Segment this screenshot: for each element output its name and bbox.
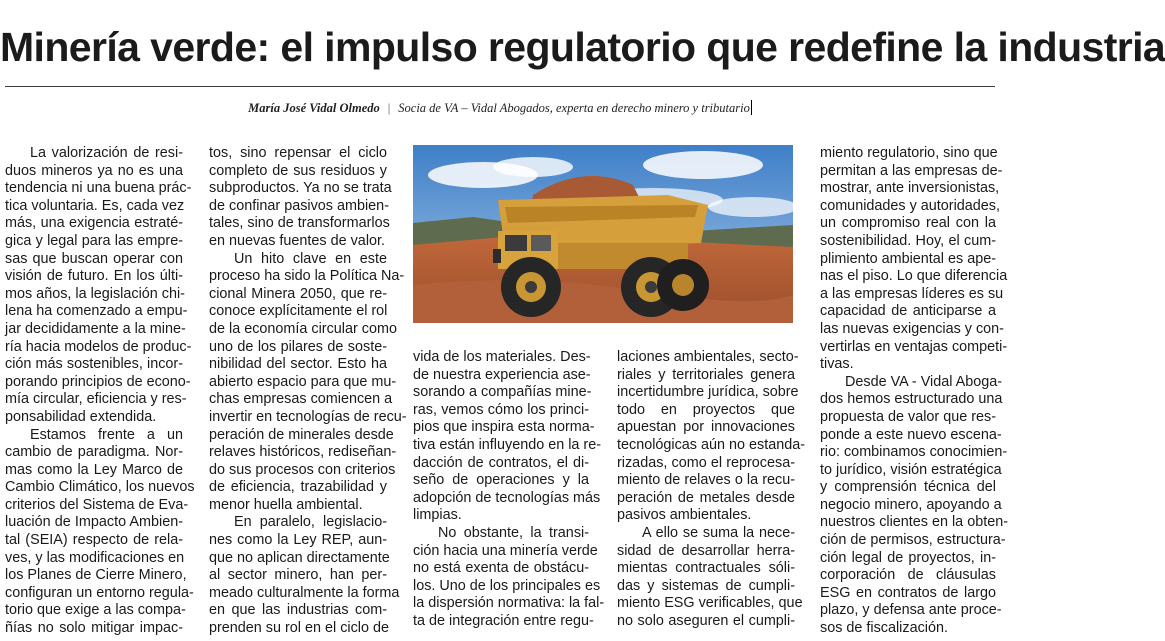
text-line: pios que inspira esta norma- (413, 419, 595, 436)
text-line: ción hacia una minería verde (413, 542, 598, 559)
text-line: los Planes de Cierre Minero, (5, 567, 187, 584)
text-line: Estamos frente a un (30, 426, 183, 443)
haul-truck-illustration (413, 145, 793, 323)
text-line: conoce explícitamente el rol (209, 303, 388, 320)
text-line: miento de relaves o la recu- (617, 472, 795, 489)
text-line: la dispersión normativa: la fal- (413, 595, 605, 612)
text-line: configuran un entorno regula- (5, 584, 194, 601)
text-line: un compromiso real con la (820, 215, 996, 232)
text-line: miento regulatorio, sino que (820, 145, 998, 161)
text-line: subproductos. Ya no se trata (209, 180, 392, 197)
article-column-5 (820, 145, 1008, 638)
text-line: porando principios de econo- (5, 373, 191, 390)
text-line: ría hacia modelos de produc- (5, 338, 192, 355)
text-line: nes como la Ley REP, aun- (209, 532, 387, 549)
text-line: tendencia ni una buena prác- (5, 180, 192, 197)
text-line: proceso ha sido la Política Na- (209, 268, 405, 285)
text-line: invertir en tecnologías de recu- (209, 408, 407, 425)
text-line: rio: combinamos conocimien- (820, 444, 1008, 461)
text-line: ción legal de proyectos, in- (820, 549, 996, 566)
text-line: sidad de desarrollar herra- (617, 542, 795, 559)
text-line: adopción de tecnologías más (413, 489, 601, 506)
text-line: dos hemos estructurado una (820, 391, 1003, 408)
text-line: completo de sus residuos y (209, 162, 387, 179)
text-line: tos, sino repensar el ciclo (209, 145, 387, 161)
text-line: los. Uno de los principales es (413, 577, 601, 594)
text-line: plimiento ambiental es ape- (820, 250, 996, 267)
text-line: La valorización de resi- (30, 145, 183, 161)
text-line: sorando a compañías mine- (413, 384, 592, 401)
text-line: abierto espacio para que mu- (209, 373, 397, 390)
text-line: al sector minero, han per- (209, 567, 387, 584)
text-line: jar decididamente a la mine- (5, 320, 186, 337)
text-line: no está exenta de obstácu- (413, 560, 589, 577)
text-line: corporación de cláusulas (820, 567, 996, 584)
text-line: das y sistemas de cumpli- (617, 577, 795, 594)
article-column-3 (413, 349, 605, 631)
text-line: tivas. (820, 356, 854, 373)
text-line: vida de los materiales. Des- (413, 349, 591, 365)
text-line: duos mineros ya no es una (5, 162, 183, 179)
text-line: a las empresas líderes es su (820, 285, 1004, 302)
text-line: Un hito clave en este (234, 250, 387, 267)
text-line: prenden su rol en el ciclo de (209, 620, 389, 637)
text-line: en que las industrias com- (209, 602, 387, 619)
text-line: todo en proyectos que (617, 401, 795, 418)
text-line: limpias. (413, 507, 462, 524)
text-line: to jurídico, visión estratégica (820, 461, 1002, 478)
text-line: de confinar pasivos ambien- (209, 197, 389, 214)
byline (0, 100, 1000, 116)
text-line: No obstante, la transi- (438, 524, 589, 541)
text-line: uno de los pilares de soste- (209, 338, 387, 355)
text-line: visión de futuro. En los últi- (5, 268, 183, 285)
text-line: negocio minero, apoyando a (820, 496, 1002, 513)
text-line: do sus procesos con criterios (209, 461, 396, 478)
text-line: En paralelo, legislacio- (234, 514, 387, 531)
text-line: tica voluntaria. Es, cada vez (5, 197, 185, 214)
article-column-2 (209, 145, 407, 638)
text-line: sostenibilidad. Hoy, el cum- (820, 232, 996, 249)
text-line: torio que exige a las compa- (5, 602, 186, 619)
text-line: ras, vemos cómo los princi- (413, 401, 589, 418)
article-headline: Minería verde: el impulso regulatorio que redefine la industria (0, 24, 1165, 70)
text-line: plazo, y defensa ante proce- (820, 602, 1002, 619)
text-line: peración de minerales desde (209, 426, 394, 443)
text-line: tal (SEIA) respecto de rela- (5, 532, 183, 549)
text-line: ves, y las modificaciones en (5, 549, 185, 566)
text-line: de nuestra experiencia ase- (413, 366, 591, 383)
text-line: de eficiencia, trazabilidad y (209, 479, 387, 496)
text-line: meado culturalmente la forma (209, 584, 400, 601)
text-line: tiva están influyendo en la re- (413, 436, 601, 453)
text-line: no solo aseguren el cumpli- (617, 612, 795, 629)
text-line: lena ha comenzado a empu- (5, 303, 188, 320)
text-line: relaves históricos, rediseñan- (209, 444, 397, 461)
text-line: laciones ambientales, secto- (617, 349, 799, 365)
author-name: María José Vidal Olmedo (248, 101, 380, 115)
text-line: mostrar, ante inversionistas, (820, 180, 1000, 197)
headline-divider (5, 86, 995, 87)
text-line: Cambio Climático, los nuevos (5, 479, 195, 496)
text-line: más, una exigencia estraté- (5, 215, 183, 232)
byline-separator: | (387, 101, 391, 115)
text-line: de la economía circular como (209, 320, 397, 337)
text-line: comunidades y autoridades, (820, 197, 1000, 214)
article-column-4 (617, 349, 806, 631)
text-line: mientas contractuales sóli- (617, 560, 795, 577)
text-line: sas que buscan operar con (5, 250, 183, 267)
text-line: mas como la Ley Marco de (5, 461, 183, 478)
text-line: mía circular, eficiencia y res- (5, 391, 187, 408)
text-line: ponsabilidad extendida. (5, 408, 157, 425)
text-line: capacidad de anticiparse a (820, 303, 996, 320)
text-line: ción de permisos, estructura- (820, 532, 1006, 549)
text-line: cional Minera 2050, que re- (209, 285, 387, 302)
text-line: tecnológicas aún no estanda- (617, 436, 806, 453)
text-line: dacción de contratos, el di- (413, 454, 589, 471)
text-line: A ello se suma la nece- (642, 524, 795, 541)
text-line: criterios del Sistema de Eva- (5, 496, 189, 513)
text-line: seño de operaciones y la (413, 472, 589, 489)
text-line: nibilidad del sector. Esto ha (209, 356, 387, 373)
text-line: y comprensión técnica del (820, 479, 996, 496)
text-line: riales y territoriales genera (617, 366, 795, 383)
author-role: Socia de VA – Vidal Abogados, experta en derecho minero y tributario (398, 101, 750, 115)
haul-truck-photo (413, 145, 793, 323)
text-line: rizadas, como el reprocesa- (617, 454, 795, 471)
text-line: vertirlas en ventajas competi- (820, 338, 1008, 355)
text-line: nuestros clientes en la obten- (820, 514, 1008, 531)
text-line: tales, sino de transformarlos (209, 215, 390, 232)
text-line: Desde VA - Vidal Aboga- (845, 373, 1003, 390)
text-cursor (751, 100, 752, 115)
text-line: ta de integración entre regu- (413, 612, 594, 629)
text-line: chas empresas comiencen a (209, 391, 393, 408)
text-line: ñías no solo mitigar impac- (5, 620, 183, 637)
text-line: luación de Impacto Ambien- (5, 514, 183, 531)
text-line: apuestan por innovaciones (617, 419, 795, 436)
text-line: sos de fiscalización. (820, 620, 948, 637)
text-line: cambio de paradigma. Nor- (5, 444, 183, 461)
text-line: pasivos ambientales. (617, 507, 752, 524)
text-line: en nuevas fuentes de valor. (209, 232, 386, 249)
text-line: las nuevas exigencias y con- (820, 320, 1004, 337)
text-line: ESG en contratos de largo (820, 584, 996, 601)
text-line: gica y legal para las empre- (5, 232, 183, 249)
text-line: ción más sostenibles, incor- (5, 356, 183, 373)
text-line: incertidumbre jurídica, sobre (617, 384, 799, 401)
text-line: nas el piso. Lo que diferencia (820, 268, 1008, 285)
text-line: menor huella ambiental. (209, 496, 363, 513)
text-line: ponde a este nuevo escena- (820, 426, 1002, 443)
text-line: propuesta de valor que res- (820, 408, 996, 425)
text-line: peración de metales desde (617, 489, 795, 506)
text-line: que no aplican directamente (209, 549, 390, 566)
text-line: miento ESG verificables, que (617, 595, 803, 612)
text-line: mos años, la legislación chi- (5, 285, 185, 302)
article-column-1 (5, 145, 195, 638)
text-line: permitan a las empresas de- (820, 162, 1003, 179)
